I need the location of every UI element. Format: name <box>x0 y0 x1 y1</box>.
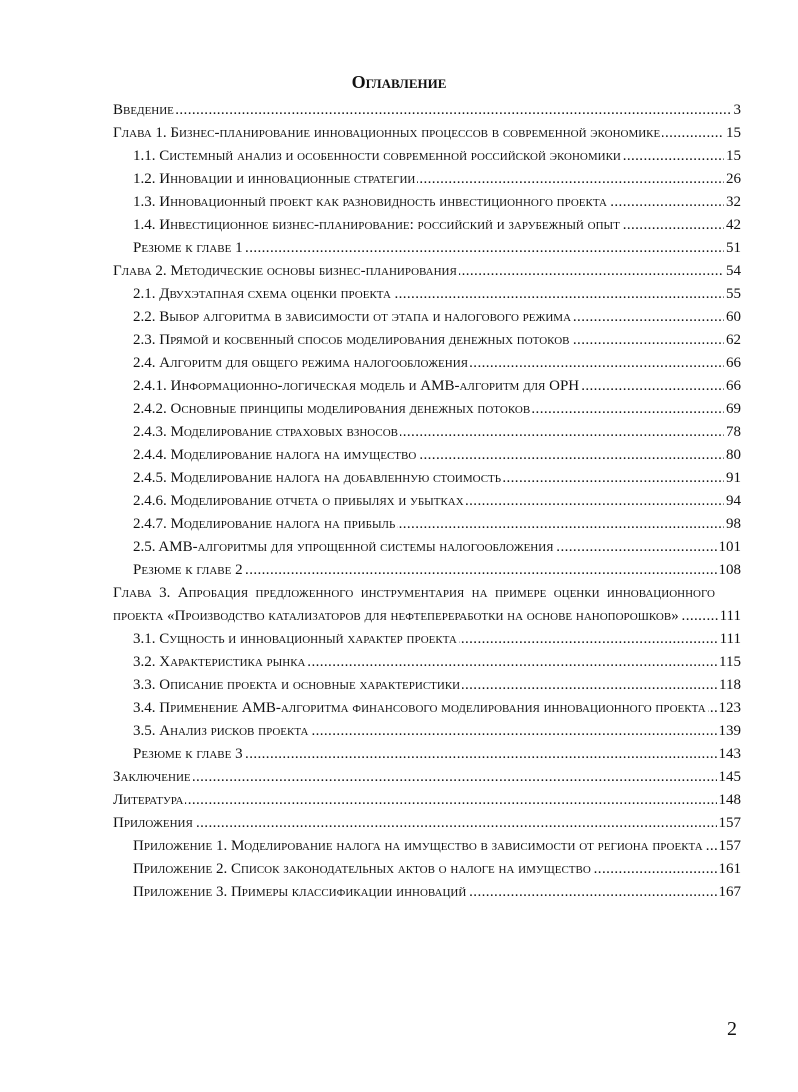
toc-entry-title: Глава 1. Бизнес-планирование инновационных процессов в современной экономике <box>113 125 661 141</box>
table-of-contents <box>113 99 741 904</box>
toc-entry-page: 15 <box>724 145 741 168</box>
toc-entry[interactable] <box>113 260 741 283</box>
toc-entry[interactable] <box>133 674 741 697</box>
toc-entry-title: 2.4.1. Информационно-логическая модель и AMB-алгоритм для ОРН <box>133 378 580 394</box>
toc-entry[interactable] <box>133 467 741 490</box>
toc-entry-title: Заключение <box>113 769 191 785</box>
toc-entry-title: 3.1. Сущность и инновационный характер проекта <box>133 631 457 647</box>
toc-entry[interactable] <box>133 536 741 559</box>
toc-entry-page: 157 <box>717 835 742 858</box>
toc-entry-page: 66 <box>724 375 741 398</box>
toc-entry-title: Приложение 1. Моделирование налога на имущество в зависимости от региона проекта <box>133 838 703 854</box>
toc-entry[interactable] <box>133 444 741 467</box>
toc-entry[interactable] <box>133 835 741 858</box>
toc-entry-title: 2.4.2. Основные принципы моделирования денежных потоков <box>133 401 531 417</box>
toc-entry-page: 145 <box>717 766 742 789</box>
toc-entry[interactable] <box>133 720 741 743</box>
toc-entry-page: 101 <box>717 536 742 559</box>
toc-entry-page: 69 <box>724 398 741 421</box>
toc-entry[interactable] <box>133 697 741 720</box>
toc-entry-title: 3.3. Описание проекта и основные характеристики <box>133 677 461 693</box>
toc-entry-page: 139 <box>717 720 742 743</box>
toc-entry[interactable] <box>113 99 741 122</box>
toc-entry-page: 94 <box>724 490 741 513</box>
toc-entry-title: 2.3. Прямой и косвенный способ моделирования денежных потоков <box>133 332 570 348</box>
page-number: 2 <box>727 1018 737 1040</box>
toc-entry-title: 2.5. AMB-алгоритмы для упрощенной системы налогообложения <box>133 539 554 555</box>
toc-entry-title: 3.5. Анализ рисков проекта <box>133 723 309 739</box>
toc-entry-page: 161 <box>717 858 742 881</box>
toc-entry[interactable] <box>133 858 741 881</box>
toc-entry-page: 111 <box>718 628 741 651</box>
toc-entry-page: 55 <box>724 283 741 306</box>
toc-entry-title: Глава 3. Апробация предложенного инструментария на примере оценки инновационного проекта «Производство катализаторов для нефтепереработки на основе нанопорошков» <box>113 585 715 624</box>
toc-entry-title: 2.4.5. Моделирование налога на добавленную стоимость <box>133 470 502 486</box>
toc-entry-title: Приложение 3. Примеры классификации инноваций <box>133 884 467 900</box>
toc-entry-title: 1.3. Инновационный проект как разновидность инвестиционного проекта <box>133 194 607 210</box>
toc-entry-page: 91 <box>724 467 741 490</box>
toc-entry[interactable] <box>133 352 741 375</box>
toc-entry-title: 1.2. Инновации и инновационные стратегии <box>133 171 416 187</box>
toc-entry-page: 15 <box>724 122 741 145</box>
toc-entry-title: 1.4. Инвестиционное бизнес-планирование: российский и зарубежный опыт <box>133 217 620 233</box>
toc-entry-title: Литература <box>113 792 184 808</box>
toc-entry-title: Резюме к главе 1 <box>133 240 243 256</box>
toc-entry-page: 62 <box>724 329 741 352</box>
toc-entry-page: 78 <box>724 421 741 444</box>
toc-entry-page: 51 <box>724 237 741 260</box>
toc-entry-page: 3 <box>732 99 742 122</box>
toc-entry-title: Резюме к главе 2 <box>133 562 243 578</box>
toc-entry[interactable] <box>113 582 741 628</box>
toc-entry-page: 148 <box>717 789 742 812</box>
toc-entry-page: 118 <box>717 674 741 697</box>
toc-entry-page: 143 <box>717 743 742 766</box>
toc-entry[interactable] <box>113 766 741 789</box>
toc-entry[interactable] <box>133 329 741 352</box>
toc-entry-title: Приложения <box>113 815 193 831</box>
toc-entry[interactable] <box>113 812 741 835</box>
toc-entry[interactable] <box>133 237 741 260</box>
toc-entry-page: 98 <box>724 513 741 536</box>
toc-entry-page: 54 <box>724 260 741 283</box>
toc-entry[interactable] <box>133 628 741 651</box>
toc-entry-page: 60 <box>724 306 741 329</box>
toc-entry-page: 115 <box>717 651 741 674</box>
toc-entry[interactable] <box>133 490 741 513</box>
toc-entry-page: 108 <box>717 559 742 582</box>
toc-entry[interactable] <box>133 881 741 904</box>
toc-entry-page: 111 <box>718 605 741 628</box>
toc-entry-title: Резюме к главе 3 <box>133 746 243 762</box>
toc-entry[interactable] <box>133 421 741 444</box>
toc-entry[interactable] <box>133 375 741 398</box>
toc-entry-page: 123 <box>717 697 742 720</box>
toc-entry[interactable] <box>133 191 741 214</box>
toc-entry[interactable] <box>133 306 741 329</box>
toc-entry[interactable] <box>133 283 741 306</box>
toc-entry[interactable] <box>133 398 741 421</box>
toc-entry-title: 2.4.4. Моделирование налога на имущество <box>133 447 417 463</box>
toc-entry-page: 42 <box>724 214 741 237</box>
toc-entry-page: 80 <box>724 444 741 467</box>
toc-entry-title: 2.2. Выбор алгоритма в зависимости от этапа и налогового режима <box>133 309 572 325</box>
toc-entry-title: Введение <box>113 102 174 118</box>
toc-entry-title: 2.4. Алгоритм для общего режима налогообложения <box>133 355 468 371</box>
toc-entry-page: 157 <box>717 812 742 835</box>
toc-entry[interactable] <box>133 168 741 191</box>
toc-entry-title: 3.4. Применение AMB-алгоритма финансового моделирования инновационного проекта <box>133 700 706 716</box>
toc-entry-page: 32 <box>724 191 741 214</box>
toc-title: Оглавление <box>351 72 447 92</box>
toc-entry[interactable] <box>133 214 741 237</box>
toc-entry-page: 26 <box>724 168 741 191</box>
toc-entry-page: 66 <box>724 352 741 375</box>
toc-entry-title: Глава 2. Методические основы бизнес-планирования <box>113 263 457 279</box>
toc-entry-title: 2.1. Двухэтапная схема оценки проекта <box>133 286 391 302</box>
toc-entry-title: 3.2. Характеристика рынка <box>133 654 306 670</box>
toc-entry[interactable] <box>113 122 741 145</box>
toc-entry[interactable] <box>133 559 741 582</box>
toc-entry-page: 167 <box>717 881 742 904</box>
toc-entry[interactable] <box>133 145 741 168</box>
toc-entry-title: 1.1. Системный анализ и особенности современной российской экономики <box>133 148 621 164</box>
toc-entry[interactable] <box>133 651 741 674</box>
toc-entry[interactable] <box>133 513 741 536</box>
toc-entry[interactable] <box>133 743 741 766</box>
toc-entry-title: 2.4.3. Моделирование страховых взносов <box>133 424 399 440</box>
toc-entry[interactable] <box>113 789 741 812</box>
toc-entry-title: Приложение 2. Список законодательных актов о налоге на имущество <box>133 861 591 877</box>
toc-entry-title: 2.4.7. Моделирование налога на прибыль <box>133 516 396 532</box>
toc-entry-title: 2.4.6. Моделирование отчета о прибылях и убытках <box>133 493 464 509</box>
